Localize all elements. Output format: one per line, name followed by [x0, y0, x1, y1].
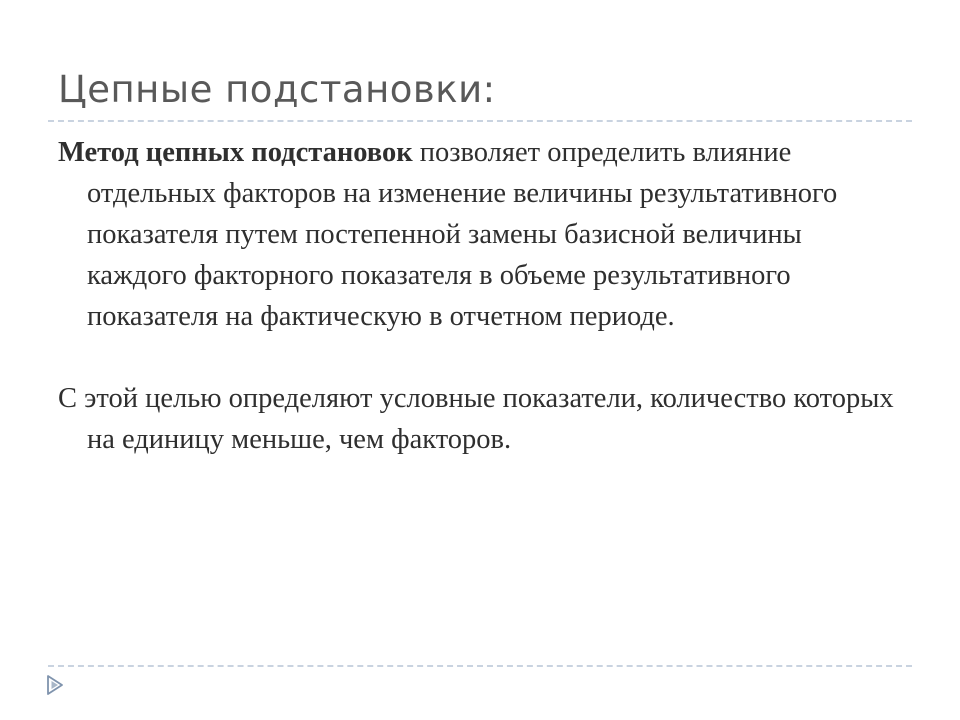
paragraph-text: позволяет определить влияние отдельных факторов на изменение величины результативного показателя путем постепенной замены базисной величины каждого факторного показателя в объеме результативного показателя на фактическую в отчетном периоде.: [87, 137, 838, 332]
paragraph-method-definition: [58, 132, 908, 337]
title-divider: [48, 120, 912, 122]
paragraph-text: С этой целью определяют условные показатели, количество которых на единицу меньше, чем факторов.: [58, 383, 894, 455]
slide-title: Цепные подстановки:: [58, 68, 496, 111]
footer-divider: [48, 665, 912, 667]
slide-body: [58, 132, 908, 460]
term-bold: Метод цепных подстановок: [58, 137, 413, 168]
triangle-right-icon[interactable]: [47, 675, 63, 695]
paragraph-conditional-indicators: [58, 378, 908, 460]
